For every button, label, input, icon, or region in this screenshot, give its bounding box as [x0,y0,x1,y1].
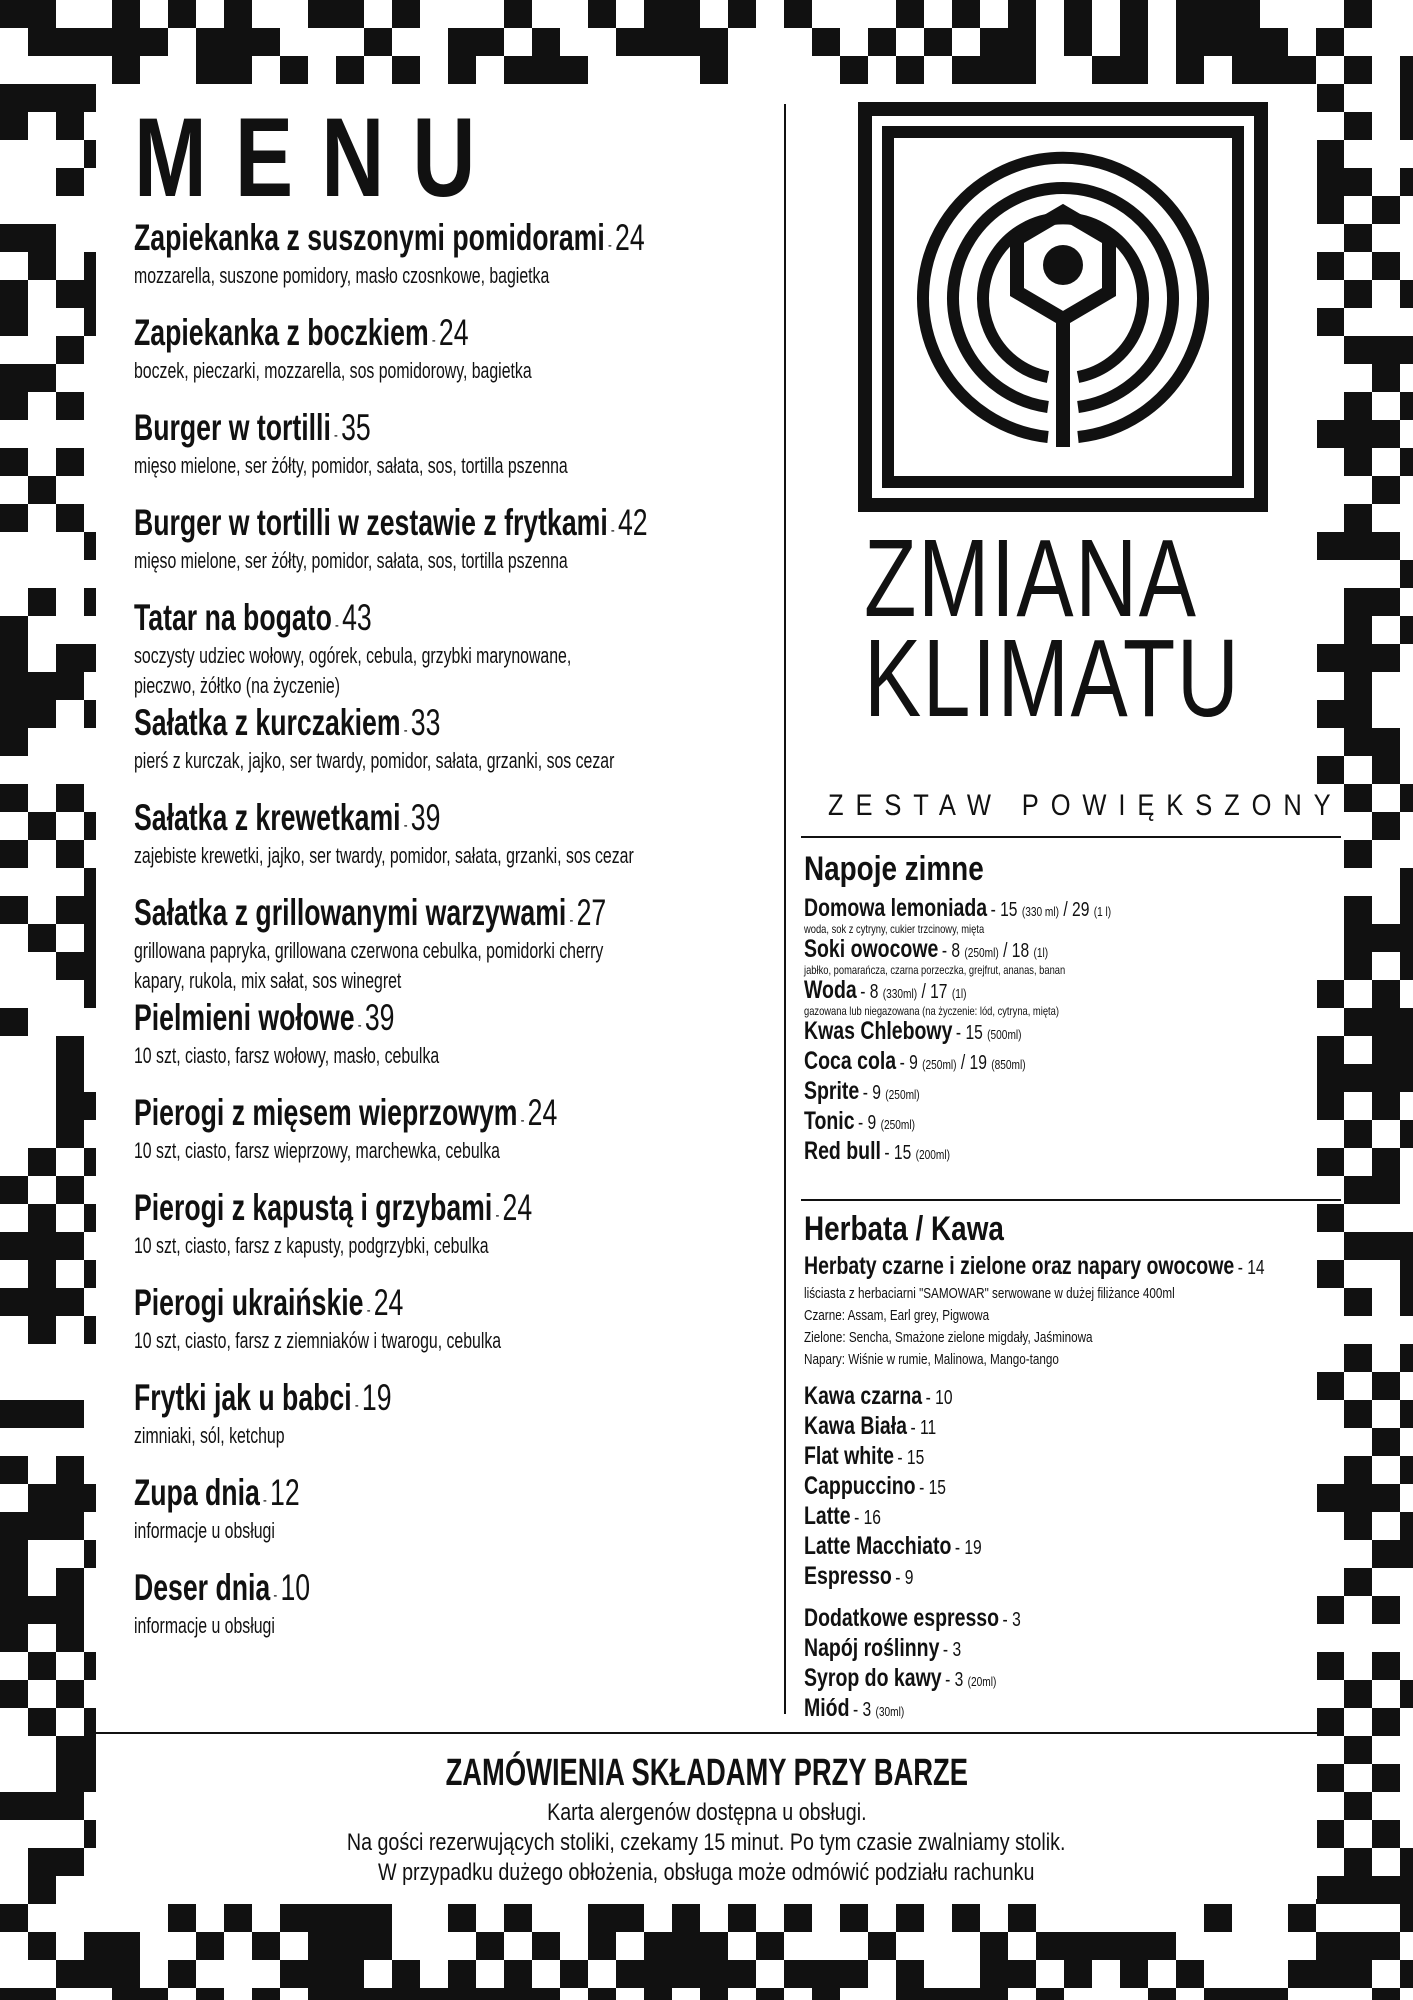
drink-item [804,1534,1350,1559]
section-divider [801,1199,1341,1201]
drink-price: 8 [869,981,879,1003]
menu-item [134,1284,794,1379]
drink-name: Syrop do kawy [804,1664,942,1692]
drink-item [804,1564,1350,1589]
menu-item [134,1569,794,1664]
drink-name: Dodatkowe espresso [804,1604,1000,1632]
menu-item-price: 24 [527,1092,558,1133]
menu-item [134,999,794,1094]
menu-item [134,1379,794,1474]
drink-volume: (250ml) [880,1117,915,1132]
drink-name: Latte [804,1502,851,1530]
menu-item-price: 24 [373,1282,404,1323]
drink-item [804,896,1350,935]
tea-description [804,1283,1175,1371]
menu-item-description-line: 10 szt, ciasto, farsz wieprzowy, marchewka, cebulka [134,1138,500,1163]
drink-price-group: - 9 (250ml) / 19 (850ml) [899,1052,1026,1074]
footer-divider [96,1732,1317,1734]
menu-item [134,1189,794,1284]
menu-item-name: Tatar na bogato [134,597,332,638]
menu-item-description-line: soczysty udziec wołowy, ogórek, cebula, grzybki marynowane, [134,643,572,668]
footer-note: Na gości rezerwujących stoliki, czekamy 15 minut. Po tym czasie zwalniamy stolik. [347,1829,1066,1856]
menu-item-description-line: informacje u obsługi [134,1613,275,1638]
drink-item [804,1504,1350,1529]
drink-name: Espresso [804,1562,892,1590]
drink-volume: (500ml) [987,1027,1022,1042]
brand-name [864,517,1241,740]
drink-item [804,1049,1350,1074]
drink-price-large: 29 [1072,899,1090,921]
drink-volume-large: (1 l) [1093,904,1112,919]
labyrinth-hexagon-logo-icon [858,102,1268,512]
food-list [134,219,794,1664]
drink-price-group: - 19 [954,1537,982,1559]
menu-item-name: Pielmieni wołowe [134,997,355,1038]
drink-price: 19 [964,1537,982,1559]
drink-item [804,1384,1350,1409]
drink-price: 8 [951,940,961,962]
drink-price: 3 [862,1699,872,1721]
drink-price-group: - 10 [925,1387,953,1409]
cold-drinks-list [804,896,1413,1169]
menu-item [134,1094,794,1189]
footer-note: W przypadku dużego obłożenia, obsługa może odmówić podziału rachunku [378,1859,1035,1886]
tea-description-line: Napary: Wiśnie w rumie, Malinowa, Mango-tango [804,1351,1059,1368]
drink-name: Flat white [804,1442,894,1470]
drink-item [804,1474,1350,1499]
menu-item [134,799,794,894]
menu-item-price: 43 [342,597,372,638]
drink-price: 15 [893,1142,912,1164]
menu-item-head: Pierogi z kapustą i grzybami - 24 [134,1187,533,1228]
cold-drinks-title: Napoje zimne [804,850,984,888]
menu-item-name: Burger w tortilli [134,407,331,448]
drink-item [804,937,1350,976]
drink-item [804,1696,1350,1721]
drink-price-large: 19 [969,1052,987,1074]
drink-price: 3 [1012,1609,1021,1631]
menu-item-description [134,1421,753,1451]
drink-price-group: - 11 [910,1417,937,1439]
menu-item-description-line: pieczwo, żółtko (na życzenie) [134,673,341,698]
drink-price: 9 [904,1567,914,1589]
footer-note: Karta alergenów dostępna u obsługi. [546,1799,867,1826]
menu-item-head: Pierogi ukraińskie - 24 [134,1282,404,1323]
drink-volume-large: (1l) [1033,945,1049,960]
menu-item [134,504,794,599]
menu-item [134,409,794,504]
menu-item [134,219,794,314]
tea-row: Herbaty czarne i zielone oraz napary owocowe - 14 [804,1252,1265,1280]
menu-sheet [96,84,1343,1899]
drink-item [804,1414,1350,1439]
section-divider [801,836,1341,838]
drink-name: Napój roślinny [804,1634,940,1662]
menu-item-name: Sałatka z grillowanymi warzywami [134,892,567,933]
drink-price-large: 17 [930,981,948,1003]
menu-item-price: 27 [576,892,607,933]
menu-item-description [134,1611,753,1641]
menu-item [134,1474,794,1569]
drink-volume: (20ml) [967,1674,997,1689]
menu-item-description [134,936,753,996]
menu-item-head: Sałatka z kurczakiem - 33 [134,702,441,743]
drink-price: 9 [867,1112,877,1134]
menu-item-description [134,546,753,576]
drink-price-group: - 3 [1002,1609,1021,1631]
menu-item-head: Pierogi z mięsem wieprzowym - 24 [134,1092,558,1133]
drink-price-group: - 8 (250ml) / 18 (1l) [941,940,1049,962]
menu-item-description-line: 10 szt, ciasto, farsz z ziemniaków i twarogu, cebulka [134,1328,502,1353]
drink-volume: (250ml) [885,1087,920,1102]
drink-volume-large: (850ml) [991,1057,1026,1072]
menu-item-description [134,641,753,701]
drink-price-group: - 15 [919,1477,946,1499]
menu-item-description-line: grillowana papryka, grillowana czerwona cebulka, pomidorki cherry [134,938,604,963]
menu-item-description-line: zimniaki, sól, ketchup [134,1423,285,1448]
menu-item-description [134,1041,753,1071]
menu-item-name: Sałatka z krewetkami [134,797,401,838]
drink-name: Coca cola [804,1047,897,1075]
drink-volume: (250ml) [922,1057,957,1072]
drink-price: 3 [952,1639,962,1661]
drink-price-group: - 9 (250ml) [858,1112,915,1134]
drink-name: Kwas Chlebowy [804,1017,953,1045]
drink-description: woda, sok z cytryny, cukier trzcinowy, mięta [804,922,985,936]
menu-item-description-line: informacje u obsługi [134,1518,275,1543]
drink-volume: (30ml) [875,1704,905,1719]
drink-price-group: - 8 (330ml) / 17 (1l) [860,981,967,1003]
drink-price-group: - 3 (30ml) [852,1699,905,1721]
drink-name: Miód [804,1694,850,1722]
drink-name: Kawa Biała [804,1412,907,1440]
menu-item-description [134,841,753,871]
drink-item [804,1666,1350,1691]
menu-item-description-line: 10 szt, ciasto, farsz z kapusty, podgrzybki, cebulka [134,1233,489,1258]
tea-name: Herbaty czarne i zielone oraz napary owocowe [804,1252,1235,1280]
drink-price: 15 [965,1022,983,1044]
extras-list [804,1606,1413,1726]
menu-item-description-line: mięso mielone, ser żółty, pomidor, sałata, sos, tortilla pszenna [134,548,568,573]
drink-name: Woda [804,976,857,1004]
drink-item [804,1444,1350,1469]
menu-item [134,704,794,799]
drink-name: Kawa czarna [804,1382,923,1410]
menu-item-name: Deser dnia [134,1567,271,1608]
menu-item-description [134,451,753,481]
menu-item-name: Zapiekanka z suszonymi pomidorami [134,217,605,258]
drink-item [804,978,1350,1017]
drink-price-group: - 15 [897,1447,925,1469]
menu-item-head: Zapiekanka z suszonymi pomidorami - 24 [134,217,645,258]
drink-item [804,1139,1350,1164]
drink-item [804,1606,1350,1631]
menu-item-description-line: zajebiste krewetki, jajko, ser twardy, pomidor, sałata, grzanki, sos cezar [134,843,634,868]
menu-item-description-line: 10 szt, ciasto, farsz wołowy, masło, cebulka [134,1043,440,1068]
menu-item-description [134,746,753,776]
footer-title: ZAMÓWIENIA SKŁADAMY PRZY BARZE [445,1752,968,1794]
menu-item-name: Sałatka z kurczakiem [134,702,401,743]
drink-description: jabłko, pomarańcza, czarna porzeczka, grejfrut, ananas, banan [804,963,1066,977]
drink-price-group: - 15 (500ml) [955,1022,1022,1044]
drink-price: 3 [954,1669,964,1691]
menu-item-name: Pierogi z kapustą i grzybami [134,1187,493,1228]
drink-price: 9 [872,1082,881,1104]
drink-volume: (330 ml) [1021,904,1060,919]
drink-price-group: - 16 [854,1507,881,1529]
menu-item-description-line: boczek, pieczarki, mozzarella, sos pomidorowy, bagietka [134,358,532,383]
drink-description: gazowana lub niegazowana (na życzenie: lód, cytryna, mięta) [804,1004,1059,1018]
menu-item-description-line: mięso mielone, ser żółty, pomidor, sałata, sos, tortilla pszenna [134,453,568,478]
drink-price-group: - 9 [895,1567,914,1589]
drink-name: Latte Macchiato [804,1532,952,1560]
menu-item-price: 24 [502,1187,533,1228]
drink-price: 15 [906,1447,925,1469]
drink-name: Cappuccino [804,1472,916,1500]
menu-item-name: Zapiekanka z boczkiem [134,312,429,353]
menu-item-description [134,1516,753,1546]
drink-name: Domowa lemoniada [804,894,988,922]
menu-item-head: Pielmieni wołowe - 39 [134,997,395,1038]
drink-price-large: 18 [1011,940,1030,962]
menu-item-description-line: mozzarella, suszone pomidory, masło czosnkowe, bagietka [134,263,550,288]
drink-item [804,1019,1350,1044]
menu-item-head: Sałatka z grillowanymi warzywami - 27 [134,892,607,933]
drink-price: 10 [935,1387,953,1409]
menu-item-head: Tatar na bogato - 43 [134,597,372,638]
tea-description-line: Czarne: Assam, Earl grey, Pigwowa [804,1307,990,1324]
menu-item-name: Pierogi z mięsem wieprzowym [134,1092,518,1133]
drink-item [804,1109,1350,1134]
menu-item-price: 12 [270,1472,300,1513]
drink-name: Red bull [804,1137,881,1165]
menu-item-price: 19 [361,1377,392,1418]
drink-price-group: - 15 (200ml) [884,1142,950,1164]
menu-item-price: 10 [280,1567,311,1608]
drink-price: 11 [919,1417,937,1439]
drink-price-group: - 9 (250ml) [862,1082,920,1104]
drink-item [804,1079,1350,1104]
menu-item-head: Burger w tortilli - 35 [134,407,371,448]
tea-description-line: liściasta z herbaciarni "SAMOWAR" serwowane w dużej filiżance 400ml [804,1285,1175,1302]
drink-item [804,1636,1350,1661]
drink-price: 15 [1000,899,1018,921]
tea-price: 14 [1247,1257,1265,1279]
brand-line2: KLIMATU [864,617,1241,740]
menu-item-price: 39 [364,997,395,1038]
menu-item-head: Burger w tortilli w zestawie z frytkami - 42 [134,502,648,543]
menu-item-description [134,356,753,386]
menu-item-price: 33 [410,702,441,743]
drink-price: 15 [928,1477,946,1499]
menu-item-name: Zupa dnia [134,1472,260,1513]
menu-item-name: Burger w tortilli w zestawie z frytkami [134,502,608,543]
drink-price-group: - 3 [942,1639,962,1661]
brand-tagline: ZESTAW POWIĘKSZONY [828,789,1343,822]
tea-description-line: Zielone: Sencha, Smażone zielone migdały, Jaśminowa [804,1329,1093,1346]
menu-item-head: Sałatka z krewetkami - 39 [134,797,441,838]
drink-volume: (330ml) [882,986,918,1001]
menu-item-description [134,261,753,291]
menu-item [134,599,794,704]
menu-item-description-line: pierś z kurczak, jajko, ser twardy, pomidor, sałata, grzanki, sos cezar [134,748,615,773]
drink-price: 9 [909,1052,918,1074]
drink-price: 16 [863,1507,881,1529]
menu-item-price: 35 [341,407,371,448]
menu-item-price: 24 [438,312,469,353]
menu-item [134,894,794,999]
menu-item-head: Zupa dnia - 12 [134,1472,300,1513]
menu-item-head: Frytki jak u babci - 19 [134,1377,392,1418]
menu-item-head: Deser dnia - 10 [134,1567,311,1608]
drink-volume-large: (1l) [951,986,967,1001]
menu-title: MENU [134,95,504,220]
tea-coffee-title: Herbata / Kawa [804,1210,1004,1248]
drink-name: Sprite [804,1077,860,1105]
menu-item-description [134,1326,753,1356]
menu-item-name: Pierogi ukraińskie [134,1282,364,1323]
menu-item-price: 39 [410,797,441,838]
menu-item-head: Zapiekanka z boczkiem - 24 [134,312,469,353]
menu-item-price: 24 [615,217,645,258]
drink-price-group: - 3 (20ml) [945,1669,997,1691]
menu-item-description [134,1136,753,1166]
menu-item-description [134,1231,753,1261]
menu-item-name: Frytki jak u babci [134,1377,352,1418]
drink-price-group: - 15 (330 ml) / 29 (1 l) [990,899,1112,921]
brand-line1: ZMIANA [864,517,1198,640]
menu-item-description-line: kapary, rukola, mix sałat, sos winegret [134,968,402,993]
drink-volume: (250ml) [964,945,999,960]
menu-item [134,314,794,409]
drink-volume: (200ml) [915,1147,950,1162]
drink-name: Tonic [804,1107,855,1135]
drink-name: Soki owocowe [804,935,939,963]
coffee-list [804,1384,1413,1594]
column-divider [784,104,786,1714]
menu-item-price: 42 [617,502,648,543]
